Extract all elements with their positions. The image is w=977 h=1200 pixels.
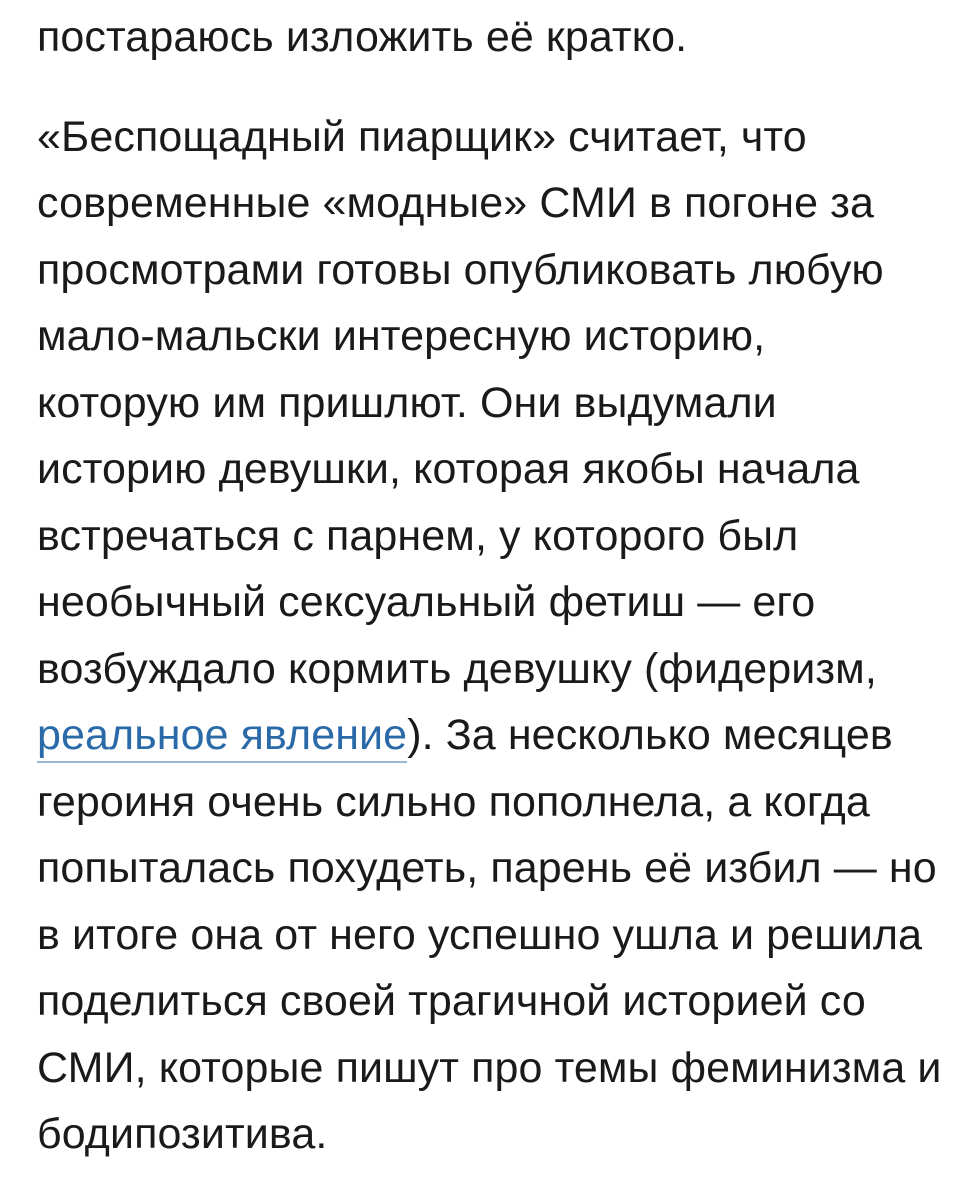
text-line: попыталась похудеть, парень её избил — но — [37, 844, 937, 892]
text-fragment: ). За несколько месяцев — [407, 711, 893, 759]
text-line: встречаться с парнем, у которого был — [37, 512, 799, 560]
text-line-with-link — [37, 702, 893, 768]
text-line: в итоге она от него успешно ушла и решила — [37, 911, 923, 959]
text-line: бодипозитива. — [37, 1110, 328, 1158]
text-line: историю девушки, которая якобы начала — [37, 445, 860, 493]
text-line: постараюсь изложить её кратко. — [37, 13, 688, 61]
text-line: героиня очень сильно пополнела, а когда — [37, 778, 870, 826]
text-line: возбуждало кормить девушку (фидеризм, — [37, 645, 877, 693]
text-line: просмотрами готовы опубликовать любую — [37, 246, 884, 294]
text-line: «Беспощадный пиарщик» считает, что — [37, 113, 807, 161]
text-line: СМИ, которые пишут про темы феминизма и — [37, 1044, 942, 1092]
text-line: поделиться своей трагичной историей со — [37, 977, 866, 1025]
text-line: мало-мальски интересную историю, — [37, 312, 766, 360]
real-phenomenon-link[interactable]: реальное явление — [37, 711, 407, 763]
text-line: которую им пришлют. Они выдумали — [37, 379, 777, 427]
text-line: необычный сексуальный фетиш — его — [37, 578, 816, 626]
text-line: современные «модные» СМИ в погоне за — [37, 179, 874, 227]
